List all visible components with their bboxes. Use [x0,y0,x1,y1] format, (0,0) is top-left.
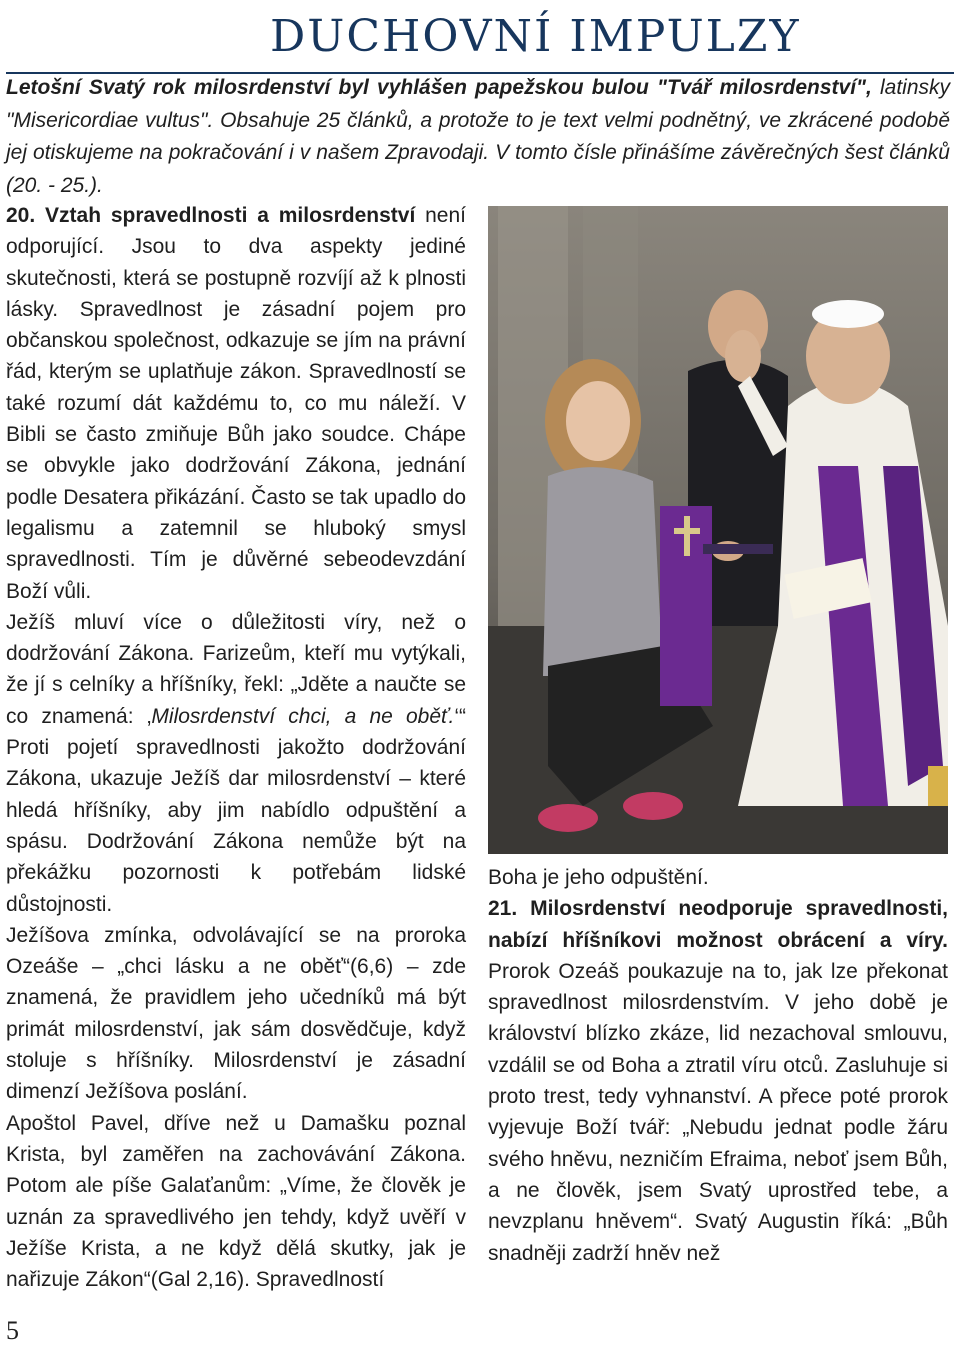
photo-confession [488,206,948,854]
left-column [6,200,466,1295]
article-20-quote: Milosrdenství chci, a ne oběť. [151,704,455,728]
article-21-paragraph [488,893,948,1269]
article-20-text-1: není odporující. Jsou to dva aspekty jediné skutečnosti, která se postupně rozvíjí až k plnosti lásky. Spravedlnost je zásadní pojem pro občanskou společnost, odkazuje se jím na právní řád, kterým se uplatňuje zákon. Spravedlností se také rozumí dát každému to, co mu náleží. V Bibli se často zmiňuje Bůh jako soudce. Chápe se obvykle jako dodržování Zákona, jednání podle Desatera přikázání. Často se tak upadlo do legalismu a zatemnil se hluboký smysl spravedlnosti. Tím je důvěrné sebeodevzdání Boží vůli. [6,204,466,603]
intro-text: latinsky "Misericordiae vultus". Obsahuje 25 článků, a protože to je text velmi podnětný, ve zkrácené podobě jej otiskujeme na pokračování i v našem Zpravodaji. V tomto čísle přinášíme závěrečných šest článků (20. - 25.). [6,76,951,197]
right-column [488,862,948,1269]
article-20-paragraph-2 [6,607,466,920]
intro-lead: Letošní Svatý rok milosrdenství byl vyhlášen papežskou bulou "Tvář milosrdenství", [6,76,872,99]
article-20-paragraph-4: Apoštol Pavel, dříve než u Damašku poznal Krista, byl zaměřen na zachovávání Zákona. Potom ale píše Galaťanům: „Víme, že člověk je uznán za spravedlivého jen tehdy, když uvěří v Ježíše Krista, a ne když dělá skutky, jak je nařizuje Zákon“(Gal 2,16). Spravedlností [6,1111,466,1292]
article-20-continuation: Boha je jeho odpuštění. [488,866,709,889]
page-header [0,6,960,68]
page-number: 5 [6,1316,19,1345]
article-20-text-2a: Ježíš mluví více o důležitosti víry, než o dodržování Zákona. Farizeům, kteří mu vytýkali, že jí s celníky a hříšníky, řekl: „Jděte a naučte se co znamená: ‚ [6,610,466,728]
intro-paragraph [6,72,950,202]
article-20-text-2b: ‘“ Proti pojetí spravedlnosti jakožto dodržování Zákona, ukazuje Ježíš dar milosrdenství – které hledá hříšníky, aby jim nabídlo odpuštění a spásu. Dodržování Zákona nemůže být na překážku pozornosti k potřebám lidské důstojnosti. [6,704,466,916]
article-20-paragraph-1 [6,200,466,607]
article-21-heading: 21. Milosrdenství neodporuje spravedlnosti, nabízí hříšníkovi možnost obrácení a víry. [488,897,948,952]
article-20-paragraph-3: Ježíšova zmínka, odvolávající se na proroka Ozeáše – „chci lásku a ne oběť“(6,6) – zde znamená, že pravidlem jeho učedníků má být primát milosrdenství, jak sám dosvědčuje, když stoluje s hříšníky. Milosrdenství je zásadní dimenzí Ježíšova poslání. [6,923,466,1104]
article-20-heading: 20. Vztah spravedlnosti a milosrdenství [6,204,416,227]
page-title: DUCHOVNÍ IMPULZY [270,11,801,62]
article-21-text: Prorok Ozeáš poukazuje na to, jak lze překonat spravedlnost milosrdenstvím. V jeho době je království blízko zkáze, lid nezachoval smlouvu, vzdálil se od Boha a ztratil víru otců. Zasluhuje si proto trest, tedy vyhnanství. A přece poté prorok vyjevuje Boží tvář: „Nebudu jednat podle žáru svého hněvu, nezničím Efraima, neboť jsem Bůh, a ne člověk, jsem Svatý uprostřed tebe, a nevzplanu hněvem“. Svatý Augustin říká: „Bůh snadněji zadrží hněv než [488,959,948,1265]
